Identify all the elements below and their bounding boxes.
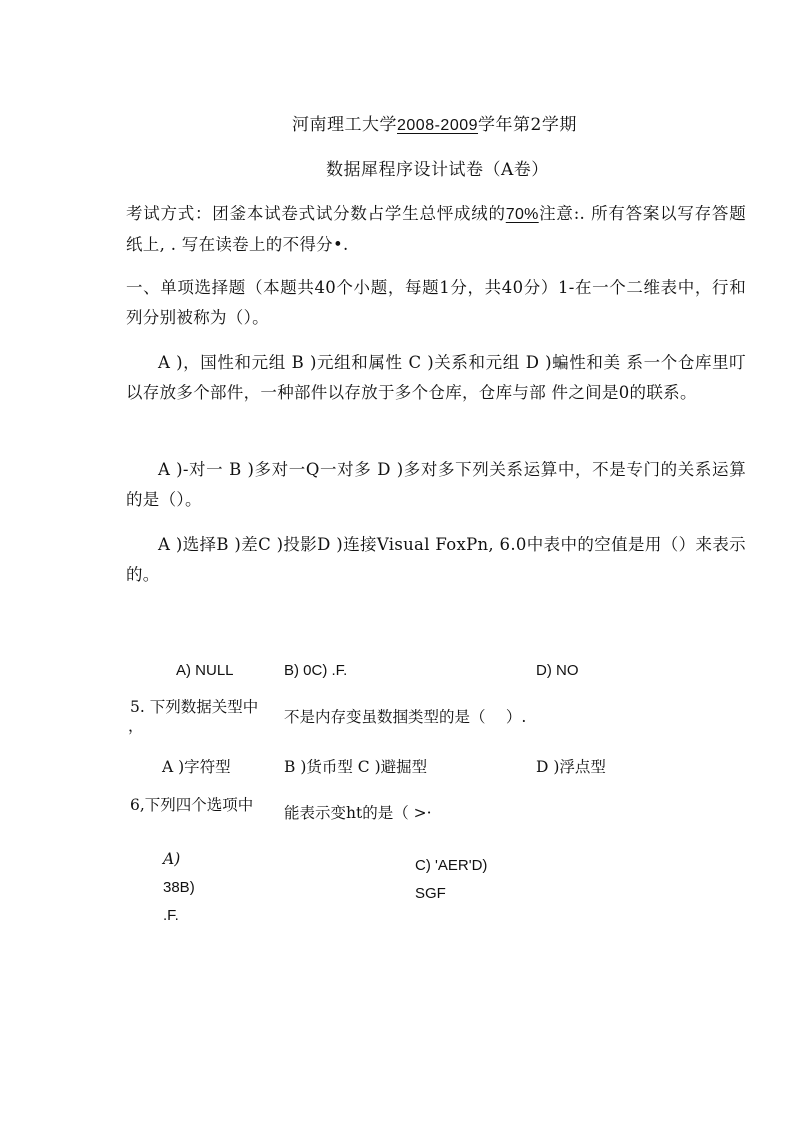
q6-option-d-opt: SGF	[415, 885, 446, 902]
question-paragraph-2: A )-对一 B )多对一Q一对多 D )多对多下列关系运算中，不是专门的关系运算的是（）。	[126, 460, 746, 509]
q6-label: 6,下列四个选项中	[130, 796, 254, 814]
question-paragraph-1: A )，国性和元组 B )元组和属性 C )关系和元组 D )蝙性和美 系一个仓库里叮以存放多个部件，一种部件以存放于多个仓库，仓库与部 件之间是0的联系。	[126, 353, 746, 402]
q6-text: 能表示变ht的是（ >·	[284, 804, 432, 822]
q6-option-c: .F.	[163, 907, 179, 924]
q4-option-d: D) NO	[536, 662, 579, 679]
q4-option-a: A) NULL	[176, 662, 234, 679]
q6-option-a: A)	[163, 850, 181, 868]
q5-option-d: D )浮点型	[536, 758, 606, 776]
q5-option-bc: B )货币型 C )避掘型	[284, 758, 428, 776]
q5-option-a: A )字符型	[162, 758, 231, 776]
q6-option-b: 38B)	[163, 879, 195, 896]
section-one-heading: 一、单项选择题（本题共40个小题，每题1分，共40分）1-在一个二维表中，行和列分别被称为（）。	[126, 278, 746, 327]
exam-subtitle: 数据犀程序设计试卷（A卷）	[326, 160, 549, 180]
title-prefix: 河南理工大学	[292, 115, 397, 135]
exam-info-percent: 70%	[505, 206, 539, 223]
exam-info-prefix: 考试方式：团釜本试卷式试分数占学生总怦成绒的	[126, 204, 506, 223]
q4-option-bc: B) 0C) .F.	[284, 662, 348, 679]
q5-comma: ，	[128, 717, 144, 735]
exam-info	[126, 199, 746, 260]
exam-title	[292, 110, 577, 135]
q6-option-c-opt: C) 'AER'D)	[415, 857, 488, 874]
title-years: 2008-2009	[397, 117, 479, 134]
q5-label: 5. 下列数据关型中	[130, 698, 259, 716]
title-suffix: 学年第2学期	[478, 115, 577, 135]
q5-text: 不是内存变虽数掴类型的是（ ）.	[284, 708, 527, 726]
question-paragraph-3: A )选择B )差C )投影D )连接Visual FoxPn, 6.0中表中的空值是用（）来表示的。	[126, 535, 746, 584]
exam-info-suffix: 注意:. 所有答案以写存答题纸上, . 写在读卷上的不得分•.	[126, 204, 746, 254]
